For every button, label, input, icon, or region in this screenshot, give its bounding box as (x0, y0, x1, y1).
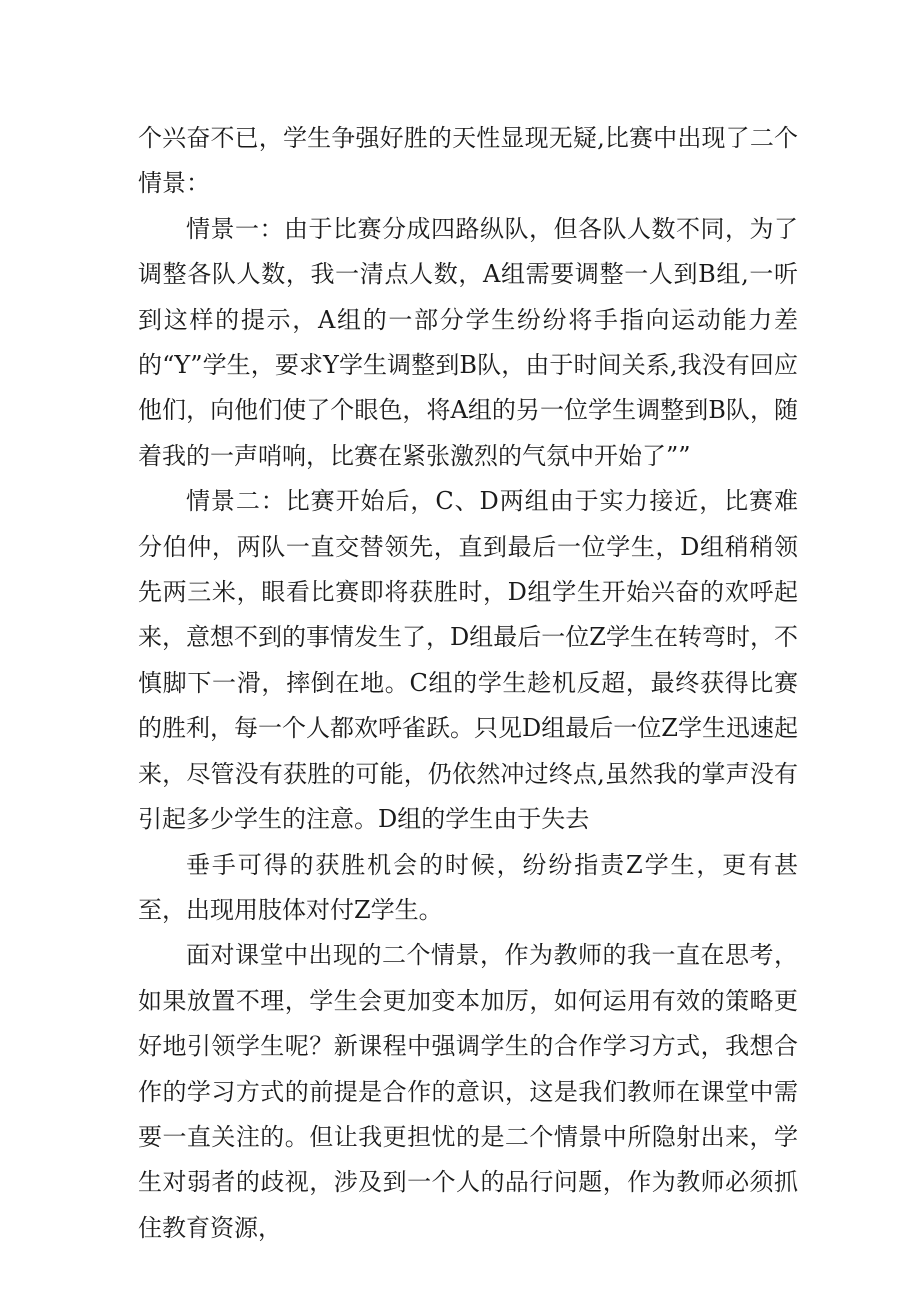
paragraph-reflection: 面对课堂中出现的二个情景，作为教师的我一直在思考，如果放置不理，学生会更加变本加厉，如何运用有效的策略更好地引领学生呢？新课程中强调学生的合作学习方式，我想合作的学习方式的前提是合作的意识，这是我们教师在课堂中需要一直关注的。但让我更担忧的是二个情景中所隐射出来，学生对弱者的歧视，涉及到一个人的品行问题，作为教师必须抓住教育资源， (138, 941, 798, 1242)
paragraph-scene-1: 情景一：由于比赛分成四路纵队，但各队人数不同，为了调整各队人数，我一清点人数，A组需要调整一人到B组,一听到这样的提示，A组的一部分学生纷纷将手指向运动能力差的“Y”学生，要求Y学生调整到B队，由于时间关系,我没有回应他们，向他们使了个眼色，将A组的另一位学生调整到B队，随着我的一声哨响，比赛在紧张激烈的气氛中开始了”” (138, 214, 798, 470)
paragraph-1: 个兴奋不已，学生争强好胜的天性显现无疑,比赛中出现了二个情景： (138, 124, 798, 198)
paragraph-scene-2: 情景二：比赛开始后，C、D两组由于实力接近，比赛难分伯仲，两队一直交替领先，直到最后一位学生，D组稍稍领先两三米，眼看比赛即将获胜时，D组学生开始兴奋的欢呼起来，意想不到的事情发生了，D组最后一位Z学生在转弯时，不慎脚下一滑，摔倒在地。C组的学生趁机反超，最终获得比赛的胜利，每一个人都欢呼雀跃。只见D组最后一位Z学生迅速起来，尽管没有获胜的可能，仍依然冲过终点,虽然我的掌声没有引起多少学生的注意。D组的学生由于失去 (138, 487, 798, 834)
document-body (138, 116, 798, 1251)
paragraph-4: 垂手可得的获胜机会的时候，纷纷指责Z学生，更有甚至，出现用肢体对付Z学生。 (138, 850, 798, 924)
